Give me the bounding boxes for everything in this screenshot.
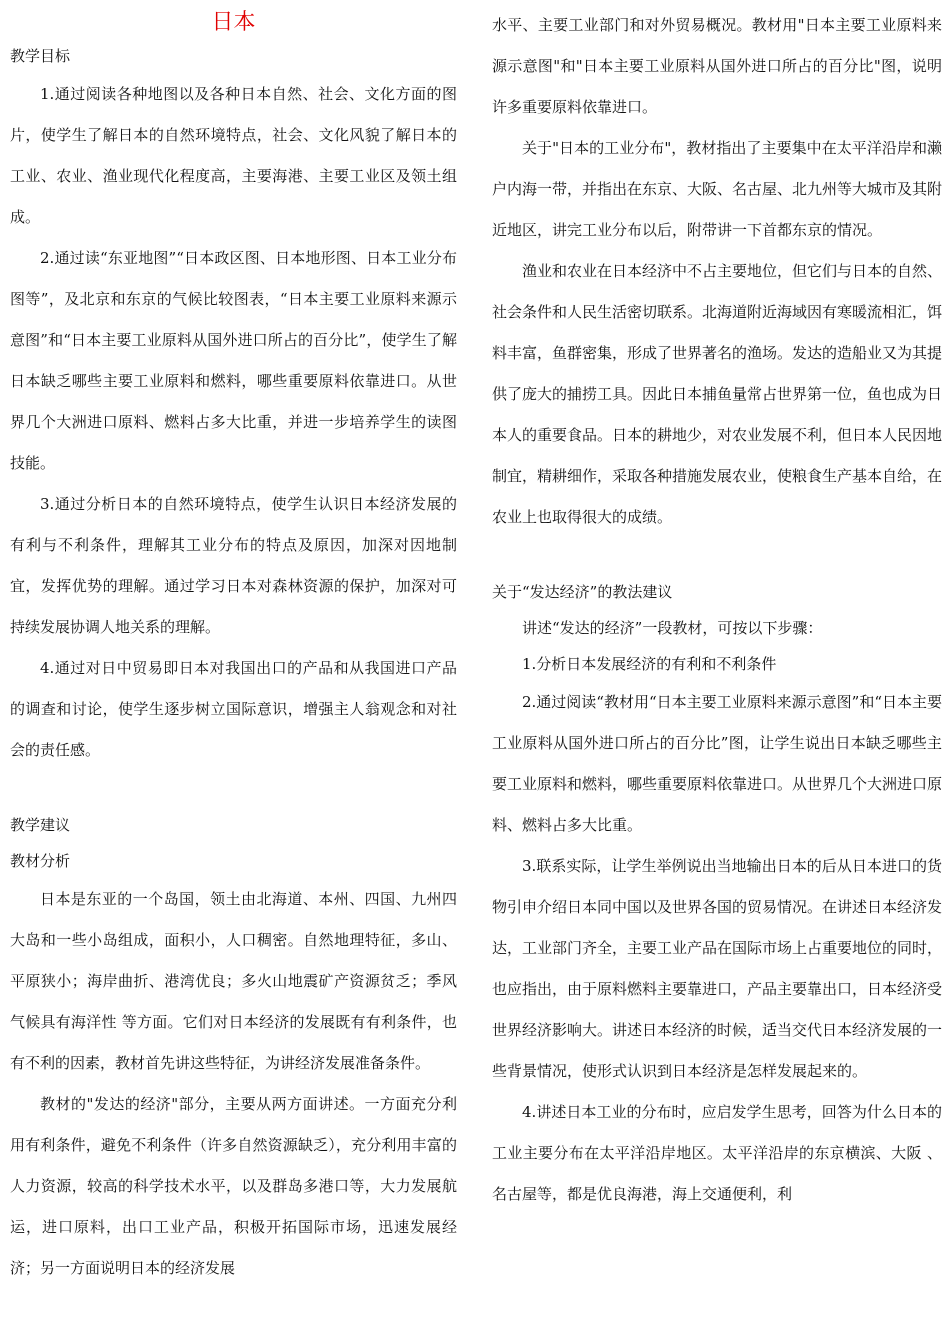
suggestions-heading: 教学建议 [10,816,71,834]
left-column [10,0,457,1289]
analysis-paragraph: 日本是东亚的一个岛国，领土由北海道、本州、四国、九州四大岛和一些小岛组成，面积小，人口稠密。自然地理特征，多山、平原狭小；海岸曲折、港湾优良；多火山地震矿产资源贫乏；季风气候具有海洋性 等方面。它们对日本经济的发展既有有利条件，也有不利的因素，教材首先讲这些特征，为讲经济发展准备条件。 [10,890,457,1072]
goal-paragraph: 1.通过阅读各种地图以及各种日本自然、社会、文化方面的图片，使学生了解日本的自然环境特点，社会、文化风貌了解日本的工业、农业、渔业现代化程度高，主要海港、主要工业区及领土组成。 [10,85,457,226]
step-item: 4.讲述日本工业的分布时，应启发学生思考，回答为什么日本的工业主要分布在太平洋沿岸地区。太平洋沿岸的东京横滨、大阪 、名古屋等，都是优良海港，海上交通便利，利 [492,1103,942,1203]
body-paragraph: 渔业和农业在日本经济中不占主要地位，但它们与日本的自然、社会条件和人民生活密切联系。北海道附近海域因有寒暖流相汇，饵料丰富，鱼群密集，形成了世界著名的渔场。发达的造船业又为其提供了庞大的捕捞工具。因此日本捕鱼量常占世界第一位，鱼也成为日本人的重要食品。日本的耕地少，对农业发展不利，但日本人民因地制宜，精耕细作，采取各种措施发展农业，使粮食生产基本自给，在农业上也取得很大的成绩。 [492,262,943,526]
spacer [10,771,457,807]
step-item: 1.分析日本发展经济的有利和不利条件 [522,655,777,673]
spacer [492,538,942,574]
step-item: 2.通过阅读“教材用“日本主要工业原料来源示意图”和“日本主要工业原料从国外进口所占的百分比”图，让学生说出日本缺乏哪些主要工业原料和燃料，哪些重要原料依靠进口。从世界几个大洲进口原料、燃料占多大比重。 [492,693,943,834]
analysis-paragraph: 教材的"发达的经济"部分，主要从两方面讲述。一方面充分利用有利条件，避免不利条件（许多自然资源缺乏），充分利用丰富的人力资源，较高的科学技术水平，以及群岛多港口等，大力发展航运，进口原料，出口工业产品，积极开拓国际市场，迅速发展经济；另一方面说明日本的经济发展 [10,1095,457,1277]
method-heading: 关于“发达经济”的教法建议 [492,583,673,601]
step-item: 3.联系实际，让学生举例说出当地输出日本的后从日本进口的货物引申介绍日本同中国以及世界各国的贸易情况。在讲述日本经济发达，工业部门齐全，主要工业产品在国际市场上占重要地位的同时，也应指出，由于原料燃料主要靠进口，产品主要靠出口，日本经济受世界经济影响大。讲述日本经济的时候，适当交代日本经济发展的一些背景情况，使形式认识到日本经济是怎样发展起来的。 [492,857,943,1080]
continued-paragraph: 水平、主要工业部门和对外贸易概况。教材用"日本主要工业原料来源示意图"和"日本主要工业原料从国外进口所占的百分比"图，说明许多重要原料依靠进口。 [492,16,942,116]
method-intro: 讲述“发达的经济”一段教材，可按以下步骤： [522,619,823,637]
goal-paragraph: 2.通过读“东亚地图”“日本政区图、日本地形图、日本工业分布图等”，及北京和东京的气候比较图表，“日本主要工业原料来源示意图”和“日本主要工业原料从国外进口所占的百分比”，使学生了解日本缺乏哪些主要工业原料和燃料，哪些重要原料依靠进口。从世界几个大洲进口原料、燃料占多大比重，并进一步培养学生的读图技能。 [10,249,457,472]
body-paragraph: 关于"日本的工业分布"，教材指出了主要集中在太平洋沿岸和濑户内海一带，并指出在东京、大阪、名古屋、北九州等大城市及其附近地区，讲完工业分布以后，附带讲一下首都东京的情况。 [492,139,943,239]
goal-paragraph: 4.通过对日中贸易即日本对我国出口的产品和从我国进口产品的调查和讨论，使学生逐步树立国际意识，增强主人翁观念和对社会的责任感。 [10,659,457,759]
analysis-heading: 教材分析 [10,852,71,870]
goal-paragraph: 3.通过分析日本的自然环境特点，使学生认识日本经济发展的有利与不利条件，理解其工业分布的特点及原因，加深对因地制宜，发挥优势的理解。通过学习日本对森林资源的保护，加深对可持续发展协调人地关系的理解。 [10,495,457,636]
right-column [492,5,942,1215]
goals-heading: 教学目标 [10,47,71,65]
page-title: 日本 [211,10,256,35]
